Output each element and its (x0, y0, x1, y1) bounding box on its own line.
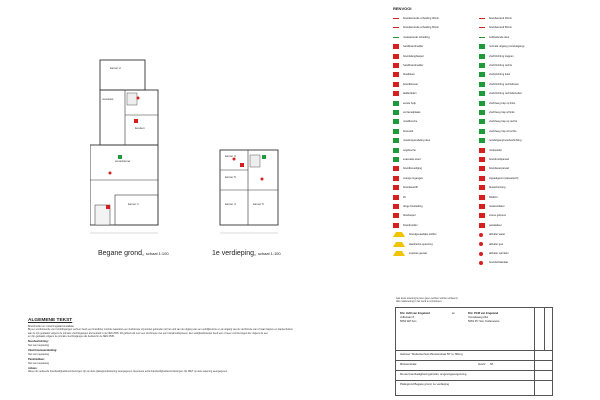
legend-item (479, 203, 505, 210)
legend-item (479, 128, 516, 135)
legend-item (479, 194, 498, 201)
legend-symbol-icon (393, 242, 405, 247)
room-label: meterkast (102, 98, 114, 101)
legend-symbol-icon (393, 232, 405, 237)
legend-symbol-icon (479, 110, 485, 115)
legend-item (393, 137, 430, 144)
client-1-name: Dhr. HvM van Engeland (400, 312, 430, 315)
legend-item (393, 175, 423, 182)
legend-item (393, 212, 415, 219)
legend-label: elektrische spanning (409, 242, 433, 246)
legend-label: vluchtweg trap af rechts (489, 129, 517, 133)
legend-label: zelfsluitende deur (489, 35, 510, 39)
legend-item (479, 175, 518, 182)
legend-item (479, 34, 509, 41)
legend-symbol-icon (479, 213, 485, 218)
note-line: Niet van toepassing (28, 361, 49, 365)
legend-symbol-icon (393, 119, 399, 124)
legend-label: eerste hulp (403, 101, 416, 105)
legend-label: rookmelder (489, 148, 502, 152)
legend-item (479, 100, 515, 107)
note-line: Niet van toepassing (28, 352, 49, 356)
legend-label: brandwerende scheiding 60min (403, 26, 440, 30)
legend-symbol-icon (479, 82, 485, 87)
legend-symbol-icon (393, 18, 399, 19)
legend-symbol-icon (393, 223, 399, 228)
legend-symbol-icon (479, 233, 483, 237)
legend-label: explosie gevaar (409, 252, 428, 255)
legend-item (479, 250, 509, 257)
legend-label: rookwerende scheiding (403, 35, 430, 39)
legend-item (479, 81, 519, 88)
legend-symbol-icon (393, 251, 405, 256)
legend-item (393, 71, 415, 78)
legend-item (393, 24, 439, 31)
legend-symbol-icon (393, 72, 399, 77)
legend-item (393, 90, 417, 97)
first-floor-outline (220, 150, 278, 225)
legend-symbol-icon (479, 44, 485, 49)
legend-label: brandwerend 30min (489, 17, 512, 20)
legend-item (393, 34, 430, 41)
legend-item (393, 231, 437, 238)
legend-item (393, 156, 420, 163)
legend-symbol-icon (479, 27, 485, 28)
project-street: Mirosterstraat (400, 363, 417, 366)
drawing-name: Plattegrond Begane grond, 1e verdieping (400, 383, 450, 386)
title-block (395, 307, 553, 396)
note-line: Alleen de verkeerde brandveiligheidsvoorzieningen zijn op deze plattegrondtekening weergegeven. Eventuele extra brandveiligheidsvoorzieningen zijn NIET op deze tekening weergegeven. (28, 370, 228, 374)
legend-symbol-icon (393, 27, 399, 28)
legend-item (393, 222, 418, 229)
first-floor-title: 1e verdieping, schaal 1:100 (212, 250, 281, 257)
legend-item (393, 62, 423, 69)
legend-symbol-icon (479, 129, 485, 134)
legend-item (393, 118, 417, 125)
note-line: aan de zijn geplaatst volgens de primaire vluchtingangen als bedoeld in de NEN 2535. Dit gebied ook voor een vluchtroute met een brandmeldsysteem. Een veiligheidstoestel heeft een of meer voorzieningen die volgens de wet (28, 331, 268, 335)
legend-item (393, 203, 423, 210)
legend-item (479, 137, 521, 144)
legend-title: RENVOOI (393, 6, 412, 11)
legend-label: overige ingangen (403, 176, 423, 180)
smoke-detector-icon (261, 178, 264, 181)
room-label: kamer 6 (253, 202, 264, 206)
note-heading: Vluchtrouteaanduiding: (28, 349, 58, 353)
notes-title: ALGEMENE TEKST (28, 318, 73, 323)
fire-blanket-icon (134, 119, 138, 123)
legend-item (479, 259, 508, 266)
project-name: Gebouw "Studentenhuis Mirosterstraat 56" te Tilburg (400, 353, 463, 356)
legend-symbol-icon (479, 204, 485, 209)
legend-item (479, 241, 503, 248)
room-label: kamer 3 (225, 154, 236, 158)
legend-symbol-icon (393, 37, 399, 38)
legend-label: droge blusleiding (403, 205, 423, 208)
legend-symbol-icon (393, 82, 399, 87)
legend-symbol-icon (479, 166, 485, 171)
stair-ground (127, 93, 137, 105)
legend-symbol-icon (479, 195, 485, 200)
room-kamer-1 (115, 195, 158, 225)
legend-symbol-icon (393, 63, 399, 68)
note-line: Bij een voorkomende vuur hoofdingangen verhuur heeft een brandbrier controle waardoor een vluchtroute vrij worden gehouden tot het eind van de uitgang van een verblijfsruimte en de uitgang van de vluchtroute van of naar trappen en trappenhuizen (28, 328, 293, 332)
legend-label: brandschakelaar (489, 261, 509, 265)
legend-item (479, 147, 502, 154)
legend-item (393, 81, 418, 88)
legend-label: vluchtrichting links (489, 73, 511, 77)
legend-label: brandslanghaspel (403, 54, 424, 58)
legend-item (393, 165, 422, 172)
legend-label: afsluiter gas (489, 242, 503, 246)
legend-label: brandmelder (403, 223, 418, 227)
fire-extinguisher-icon (240, 163, 244, 167)
legend-label: nooddouche (403, 120, 418, 124)
legend-item (393, 109, 420, 116)
legend-symbol-icon (393, 110, 399, 115)
legend-item (479, 165, 509, 172)
room-label: keuken (135, 126, 145, 130)
legend-symbol-icon (479, 101, 485, 106)
disclaimer: Aan deze tekening kunnen geen rechten worden ontleend. Alle maatvoering in het werk te controleren. (396, 297, 458, 303)
client-1-street: Jufferlaan 8 (400, 316, 414, 319)
first-floor-plan (220, 150, 278, 233)
legend-label: brandmeldpaneel (489, 158, 510, 161)
legend-symbol-icon (393, 185, 399, 190)
legend-item (479, 15, 512, 22)
legend-symbol-icon (479, 54, 485, 59)
legend-item (393, 194, 406, 201)
smoke-detector-icon (137, 97, 140, 100)
legend-item (479, 90, 522, 97)
legend-symbol-icon (479, 223, 485, 228)
legend-label: vluchtrichting rechtsbeneden (489, 92, 523, 96)
legend-symbol-icon (393, 101, 399, 106)
legend-item (393, 241, 433, 248)
legend-label: vluchtrichting trappen (489, 54, 514, 58)
legend-label: handbrandmelder (403, 64, 424, 67)
legend-label: paniekdeur (489, 223, 502, 227)
legend-symbol-icon (479, 261, 483, 265)
room-label: woonkamer (115, 159, 131, 163)
legend-symbol-icon (393, 54, 399, 59)
legend-item (479, 212, 506, 219)
legend-symbol-icon (479, 176, 485, 181)
legend-item (393, 100, 416, 107)
legend-item (479, 53, 514, 60)
legend-item (393, 184, 418, 191)
legend-label: vluchtweg trap op rechts (489, 120, 518, 124)
legend-label: handbrandmelder (403, 45, 424, 49)
legend-symbol-icon (479, 185, 485, 190)
legend-label: brandwerend 60min (489, 26, 512, 30)
legend-item (479, 109, 515, 116)
legend-item (479, 231, 505, 238)
legend-label: normale uitgang (nooduitgang) (489, 45, 525, 49)
legend-symbol-icon (479, 157, 485, 162)
legend-label: afsluiter sprinkler (489, 252, 509, 255)
legend-symbol-icon (393, 176, 399, 181)
legend-item (393, 15, 439, 22)
legend-symbol-icon (479, 242, 483, 246)
legend-symbol-icon (393, 148, 399, 153)
legend-label: signaalgever (akoestisch) (489, 176, 519, 180)
legend-item (479, 118, 517, 125)
legend-label: brandblusser (403, 82, 418, 86)
legend-item (393, 128, 413, 135)
client-1-city: 5663 WZ Son (400, 320, 417, 323)
legend-label: brandbeveiliging (403, 167, 422, 171)
legend-renvooi (393, 6, 538, 271)
legend-label: brancard (403, 129, 414, 133)
legend-item (479, 222, 502, 229)
legend-label: sirene gebouw (489, 214, 506, 218)
house-number-label: huisnr: (478, 363, 487, 366)
client-2-street: Vrouwlaweg 24A (468, 316, 489, 319)
legend-item (479, 43, 524, 50)
note-line: en zijn geplaatst volgens de primaire vluchtingangen als bedoeld in de NEN 2535. (28, 334, 115, 338)
legend-item (393, 43, 423, 50)
fire-extinguisher-icon (106, 205, 110, 209)
room-label: kamer 5 (225, 175, 236, 179)
legend-symbol-icon (479, 138, 485, 143)
legend-label: noodontgrendeling deur (403, 139, 431, 143)
room-kamer-2 (100, 60, 145, 90)
client-2-name: Dhr. PCM van Engeland (468, 312, 499, 315)
legend-symbol-icon (393, 129, 399, 134)
note-heading: Noodverlichting: (28, 340, 49, 344)
legend-symbol-icon (479, 148, 485, 153)
legend-symbol-icon (393, 138, 399, 143)
legend-label: vluchtrichting rechts (489, 64, 512, 67)
legend-symbol-icon (393, 44, 399, 49)
legend-label: nooduitgang/noodverlichting (489, 139, 522, 143)
legend-item (393, 53, 423, 60)
note-heading: Pandvlokken: (28, 357, 45, 361)
legend-item (393, 147, 416, 154)
room-label: kamer 2 (110, 66, 121, 70)
legend-label: vluchtweg trap op links (489, 101, 516, 105)
legend-symbol-icon (479, 63, 485, 68)
house-number: 56 (490, 363, 493, 366)
legend-label: flitslicht (489, 195, 498, 199)
general-notes (28, 318, 373, 374)
legend-label: blusschuiming (489, 186, 506, 190)
legend-label: blushaspel (403, 214, 416, 218)
floor-plans (90, 55, 290, 245)
legend-label: brandweerlift (403, 186, 418, 190)
legend-label: rookventilator (489, 205, 505, 208)
legend-symbol-icon (479, 252, 483, 256)
smoke-detector-icon (109, 172, 112, 175)
note-heading: Advies: (28, 366, 38, 370)
note-line: Brandmelder en ontruimingsalarminstallatie (28, 325, 74, 328)
room-label: kamer 4 (225, 202, 236, 206)
legend-item (479, 71, 510, 78)
legend-symbol-icon (393, 157, 399, 162)
legend-symbol-icon (393, 195, 399, 200)
legend-symbol-icon (393, 204, 399, 209)
note-line: Niet van toepassing (28, 343, 49, 347)
room-label: kamer 1 (128, 202, 139, 206)
legend-symbol-icon (479, 91, 485, 96)
legend-symbol-icon (479, 18, 485, 19)
legend-symbol-icon (479, 37, 485, 38)
client-2-city: 5663 PC Son Oudemeerie (468, 320, 500, 323)
legend-label: verzamelplaats (403, 111, 421, 114)
legend-symbol-icon (393, 91, 399, 96)
legend-symbol-icon (479, 72, 485, 77)
ground-floor-title: Begane grond, schaal 1:100 (98, 250, 169, 257)
stair-first (250, 155, 260, 167)
exit-sign-icon (262, 155, 266, 159)
legend-item (393, 250, 427, 257)
drawing-description: Re-ste brandveiligheid (gebruiks, omgevingsvergunning (400, 373, 467, 376)
legend-label: brandgevaarlijke stoffen (409, 233, 437, 237)
legend-label: evacuatie-stoel (403, 158, 421, 161)
legend-item (479, 62, 512, 69)
client-and: en (452, 312, 455, 315)
legend-symbol-icon (393, 166, 399, 171)
legend-label: blusdeken (403, 73, 415, 77)
legend-label: brandwerende scheiding 30min (403, 17, 440, 20)
legend-label: lift (403, 195, 406, 199)
legend-item (479, 24, 512, 31)
legend-label: brandweerpaneel (489, 167, 510, 171)
legend-symbol-icon (393, 213, 399, 218)
legend-label: afsluiter water (489, 233, 506, 237)
ground-floor-plan (90, 60, 158, 233)
legend-label: vluchtweg trap af links (489, 111, 515, 114)
legend-label: ladderladen (403, 92, 417, 96)
legend-label: oogdouche (403, 148, 416, 152)
legend-symbol-icon (479, 119, 485, 124)
legend-label: vluchtrichting rechtsboven (489, 82, 519, 86)
legend-item (479, 184, 505, 191)
legend-item (479, 156, 509, 163)
